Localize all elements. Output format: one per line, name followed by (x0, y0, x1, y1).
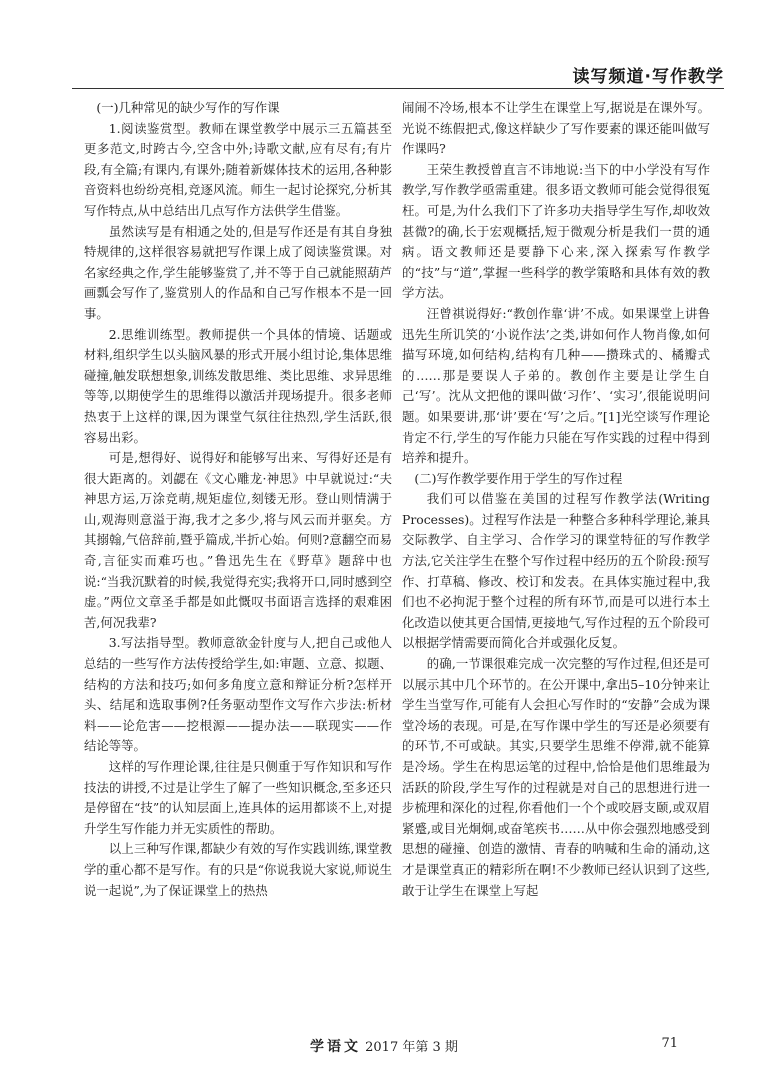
paragraph: 可是,想得好、说得好和能够写出来、写得好还是有很大距离的。刘勰在《文心雕龙·神思》中早就说过:“夫神思方运,万涂竞萌,规矩虚位,刻镂无形。登山则情满于山,观海则意溢于海,我才之多少,将与风云而并驱矣。方其搦翰,气倍辞前,暨乎篇成,半折心始。何则?意翻空而易奇,言征实而难巧也。”鲁迅先生在《野草》题辞中也说:“当我沉默着的时候,我觉得充实;我将开口,同时感到空虚。”两位文章圣手都是如此慨叹书面语言选择的艰难困苦,何况我辈? (84, 450, 392, 630)
right-column (402, 98, 710, 901)
page-number: 71 (661, 1036, 678, 1051)
paragraph: 这样的写作理论课,往往是只侧重于写作知识和写作技法的讲授,不过是让学生了解了一些知识概念,至多还只是停留在“技”的认知层面上,连具体的运用都谈不上,对提升学生写作能力并无实质性的帮助。 (84, 759, 392, 836)
journal-info (310, 1036, 458, 1056)
left-column (84, 98, 392, 901)
paragraph: 王荣生教授曾直言不讳地说:当下的中小学没有写作教学,写作教学亟需重建。很多语文教师可能会觉得很冤枉。可是,为什么我们下了许多功夫指导学生写作,却收效甚微?的确,长于宏观概括,短于微观分析是我们一贯的通病。语文教师还是要静下心来,深入探索写作教学的“技”与“道”,掌握一些科学的教学策略和具体有效的教学方法。 (402, 161, 710, 301)
paragraph: 2.思维训练型。教师提供一个具体的情境、话题或材料,组织学生以头脑风暴的形式开展小组讨论,集体思维碰撞,触发联想想象,训练发散思维、类比思维、求异思维等等,以期使学生的思维得以激活并现场提升。很多老师热衷于上这样的课,因为课堂气氛往往热烈,学生活跃,很容易出彩。 (84, 326, 392, 445)
paragraph: 1.阅读鉴赏型。教师在课堂教学中展示三五篇甚至更多范文,时跨古今,空含中外;诗歌文献,应有尽有;有片段,有全篇;有课内,有课外;随着新媒体技术的运用,各种影音资料也纷纷亮相,竞逐风流。师生一起讨论探究,分析其写作特点,从中总结出几点写作方法供学生借鉴。 (84, 120, 392, 218)
section-heading-1: (一)几种常见的缺少写作的写作课 (96, 100, 280, 115)
page-header-title: 读写频道·写作教学 (572, 67, 724, 87)
section-heading-2: (二)写作教学要作用于学生的写作过程 (414, 470, 623, 486)
paragraph: 的确,一节课很难完成一次完整的写作过程,但还是可以展示其中几个环节的。在公开课中,拿出5–10分钟来让学生当堂写作,可能有人会担心写作时的“安静”会成为课堂冷场的表现。可是,在写作课中学生的写还是必须要有的环节,不可或缺。其实,只要学生思维不停滞,就不能算是冷场。学生在构思运笔的过程中,恰恰是他们思维最为活跃的阶段,学生写作的过程就是对自己的思想进行进一步梳理和深化的过程,你看他们一个个或咬唇支颐,或双眉紧蹙,或目光炯炯,或奋笔疾书……从中你会强烈地感受到思想的碰撞、创造的激情、青春的呐喊和生命的涌动,这才是课堂真正的精彩所在啊!不少教师已经认识到了这些,敢于让学生在课堂上写起 (402, 656, 710, 898)
journal-issue: 2017 年第 3 期 (365, 1040, 458, 1055)
paragraph: 3.写法指导型。教师意欲金针度与人,把自己或他人总结的一些写作方法传授给学生,如:审题、立意、拟题、结构的方法和技巧;如何多角度立意和辩证分析?怎样开头、结尾和选取事例?任务驱动型作文写作六步法:析材料——论危害——挖根源——提办法——联现实——作结论等等。 (84, 635, 392, 754)
paragraph: 虽然读写是有相通之处的,但是写作还是有其自身独特规律的,这样很容易就把写作课上成了阅读鉴赏课。对名家经典之作,学生能够鉴赏了,并不等于自己就能照葫芦画瓢会写作了,鉴赏别人的作品和自己写作根本不是一回事。 (84, 223, 392, 321)
header-divider (72, 88, 724, 89)
paragraph: 汪曾祺说得好:“教创作靠‘讲’不成。如果课堂上讲鲁迅先生所讥笑的‘小说作法’之类,讲如何作人物肖像,如何描写环境,如何结构,结构有几种——攒珠式的、橘瓣式的……那是要误人子弟的。教创作主要是让学生自己‘写’。沈从文把他的课叫做‘习作’、‘实习’,很能说明问题。如果要讲,那‘讲’要在‘写’之后。”[1]光空谈写作理论肯定不行,学生的写作能力只能在写作实践的过程中得到培养和提升。 (402, 305, 710, 466)
page-footer (0, 1036, 774, 1056)
paragraph: 闹闹不冷场,根本不让学生在课堂上写,据说是在课外写。光说不练假把式,像这样缺少了写作要素的课还能叫做写作课吗? (402, 100, 710, 157)
paragraph: 我们可以借鉴在美国的过程写作教学法(Writing Processes)。过程写作法是一种整合多种科学理论,兼具交际教学、自主学习、合作学习的课堂特征的写作教学方法,它关注学生在整个写作过程中经历的五个阶段:预写作、打草稿、修改、校订和发表。在具体实施过程中,我们也不必拘泥于整个过程的所有环节,而是可以进行本土化改造以使其更合国情,更接地气,写作过程的五个阶段可以根据学情需要而简化合并或强化反复。 (402, 491, 710, 651)
journal-name: 学语文 (310, 1039, 361, 1055)
paragraph: 以上三种写作课,都缺少有效的写作实践训练,课堂教学的重心都不是写作。有的只是“你说我说大家说,师说生说一起说”,为了保证课堂上的热热 (84, 841, 392, 898)
